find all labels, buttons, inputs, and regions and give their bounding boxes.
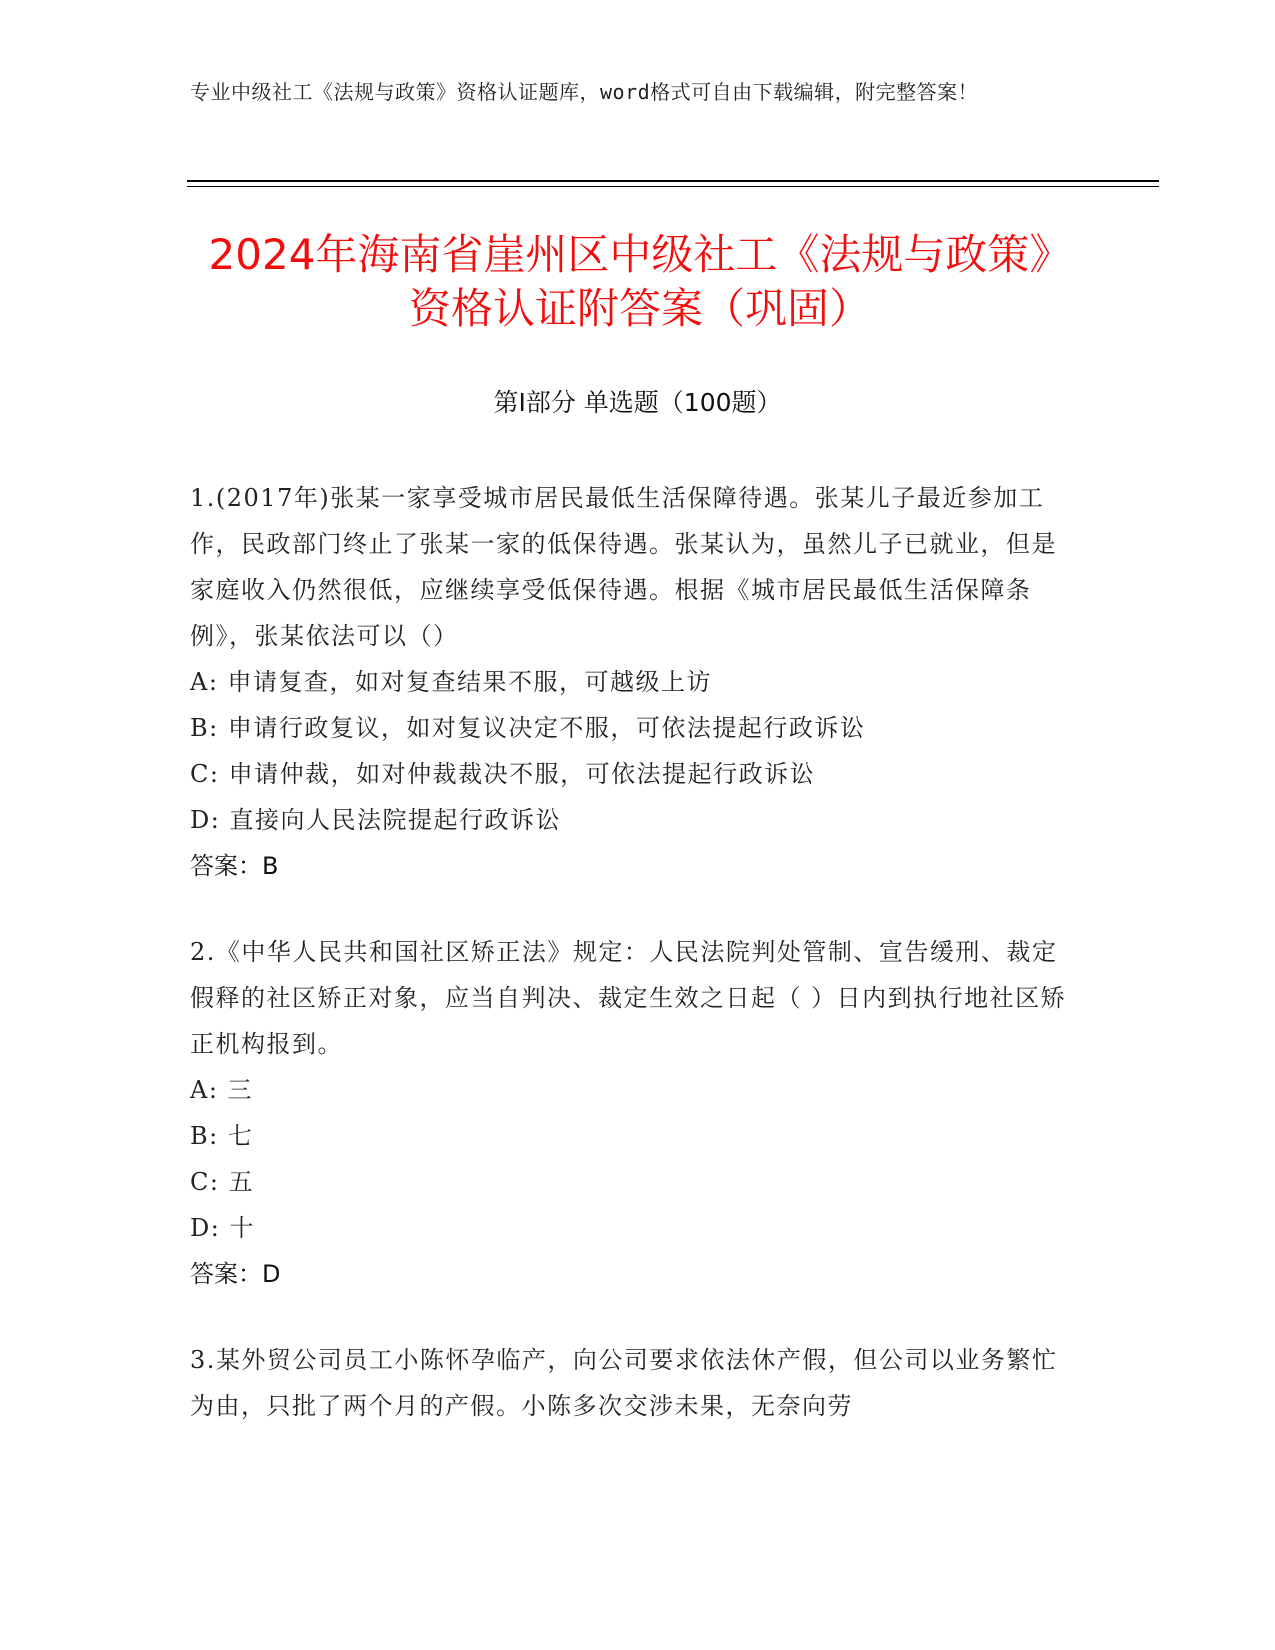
option-c: C: 五 — [190, 1168, 255, 1196]
answer-line: 答案：D — [190, 1260, 281, 1288]
option-b: B: 申请行政复议，如对复议决定不服，可依法提起行政诉讼 — [190, 714, 866, 742]
question-stem: 3.某外贸公司员工小陈怀孕临产，向公司要求依法休产假，但公司以业务繁忙为由，只批了两个月的产假。小陈多次交涉未果，无奈向劳 — [190, 1346, 1058, 1420]
option-b: B: 七 — [190, 1122, 254, 1150]
option-c: C: 申请仲裁，如对仲裁裁决不服，可依法提起行政诉讼 — [190, 760, 816, 788]
question-2 — [190, 929, 1070, 1297]
option-d: D: 直接向人民法院提起行政诉讼 — [190, 806, 561, 834]
option-a: A: 三 — [190, 1076, 254, 1104]
question-stem: 2.《中华人民共和国社区矫正法》规定：人民法院判处管制、宣告缓刑、裁定假释的社区矫正对象，应当自判决、裁定生效之日起（ ）日内到执行地社区矫正机构报到。 — [190, 938, 1067, 1058]
option-d: D: 十 — [190, 1214, 255, 1242]
question-1 — [190, 475, 1070, 889]
section-heading: 第Ⅰ部分 单选题（100题） — [493, 388, 782, 417]
question-stem: 1.(2017年)张某一家享受城市居民最低生活保障待遇。张某儿子最近参加工作，民政部门终止了张某一家的低保待遇。张某认为，虽然儿子已就业，但是家庭收入仍然很低，应继续享受低保待遇。根据《城市居民最低生活保障条例》，张某依法可以（） — [190, 484, 1057, 650]
header-rule-thick — [187, 180, 1159, 182]
option-a: A: 申请复查，如对复查结果不服，可越级上访 — [190, 668, 713, 696]
header-rule-thin — [187, 186, 1159, 187]
document-title: 2024年海南省崖州区中级社工《法规与政策》资格认证附答案（巩固） — [208, 230, 1072, 333]
question-3 — [190, 1337, 1070, 1429]
question-list — [190, 475, 1070, 1469]
header-note: 专业中级社工《法规与政策》资格认证题库，word格式可自由下载编辑，附完整答案！ — [190, 80, 979, 104]
answer-line: 答案：B — [190, 852, 279, 880]
